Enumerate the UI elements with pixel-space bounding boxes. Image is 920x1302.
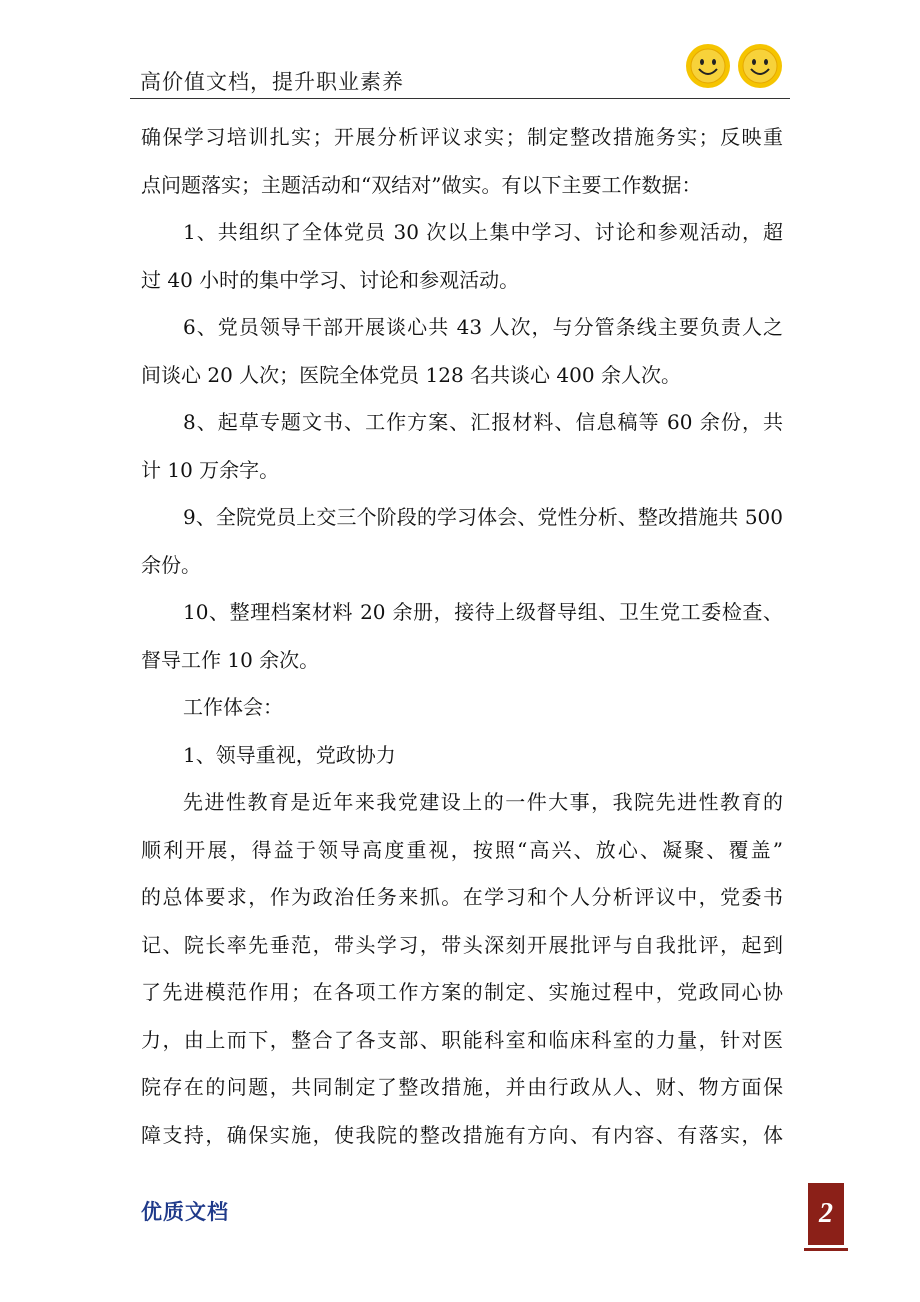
text-line: 先进性教育是近年来我党建设上的一件大事，我院先进性教育的 (183, 790, 783, 814)
text-line: 院存在的问题，共同制定了整改措施，并由行政从人、财、物方面保 (141, 1075, 783, 1099)
page-number-underline (804, 1248, 848, 1251)
text-line: 记、院长率先垂范，带头学习，带头深刻开展批评与自我批评，起到 (141, 932, 783, 957)
text-line: 过 40 小时的集中学习、讨论和参观活动。 (141, 267, 520, 292)
text-line: 8、起草专题文书、工作方案、汇报材料、信息稿等 60 余份，共 (183, 410, 783, 434)
header-divider (130, 98, 790, 99)
subsection-heading: 1、领导重视，党政协力 (183, 742, 396, 767)
header-title: 高价值文档，提升职业素养 (140, 70, 404, 94)
text-line: 9、全院党员上交三个阶段的学习体会、党性分析、整改措施共 500 (183, 505, 783, 529)
text-line: 点问题落实；主题活动和“双结对”做实。有以下主要工作数据： (141, 172, 702, 197)
section-heading: 工作体会： (183, 695, 283, 719)
text-line: 督导工作 10 余次。 (141, 647, 320, 672)
text-line: 间谈心 20 人次；医院全体党员 128 名共谈心 400 余人次。 (141, 362, 681, 387)
text-line: 顺利开展，得益于领导高度重视，按照“高兴、放心、凝聚、覆盖” (141, 837, 783, 862)
text-line: 1、共组织了全体党员 30 次以上集中学习、讨论和参观活动，超 (183, 220, 783, 244)
footer-label: 优质文档 (141, 1199, 229, 1224)
page-number-badge: 2 (808, 1183, 844, 1245)
text-line: 障支持，确保实施，使我院的整改措施有方向、有内容、有落实，体 (141, 1122, 783, 1147)
text-line: 确保学习培训扎实；开展分析评议求实；制定整改措施务实；反映重 (141, 125, 783, 149)
smiley-icon (736, 42, 784, 90)
smiley-icon (684, 42, 732, 90)
text-line: 10、整理档案材料 20 余册，接待上级督导组、卫生党工委检查、 (183, 600, 783, 624)
text-line: 余份。 (141, 552, 201, 577)
text-line: 计 10 万余字。 (141, 457, 280, 482)
text-line: 的总体要求，作为政治任务来抓。在学习和个人分析评议中，党委书 (141, 885, 783, 909)
text-line: 了先进模范作用；在各项工作方案的制定、实施过程中，党政同心协 (141, 980, 783, 1004)
document-body (141, 114, 783, 1159)
text-line: 力，由上而下，整合了各支部、职能科室和临床科室的力量，针对医 (141, 1027, 783, 1052)
text-line: 6、党员领导干部开展谈心共 43 人次，与分管条线主要负责人之 (183, 315, 783, 339)
